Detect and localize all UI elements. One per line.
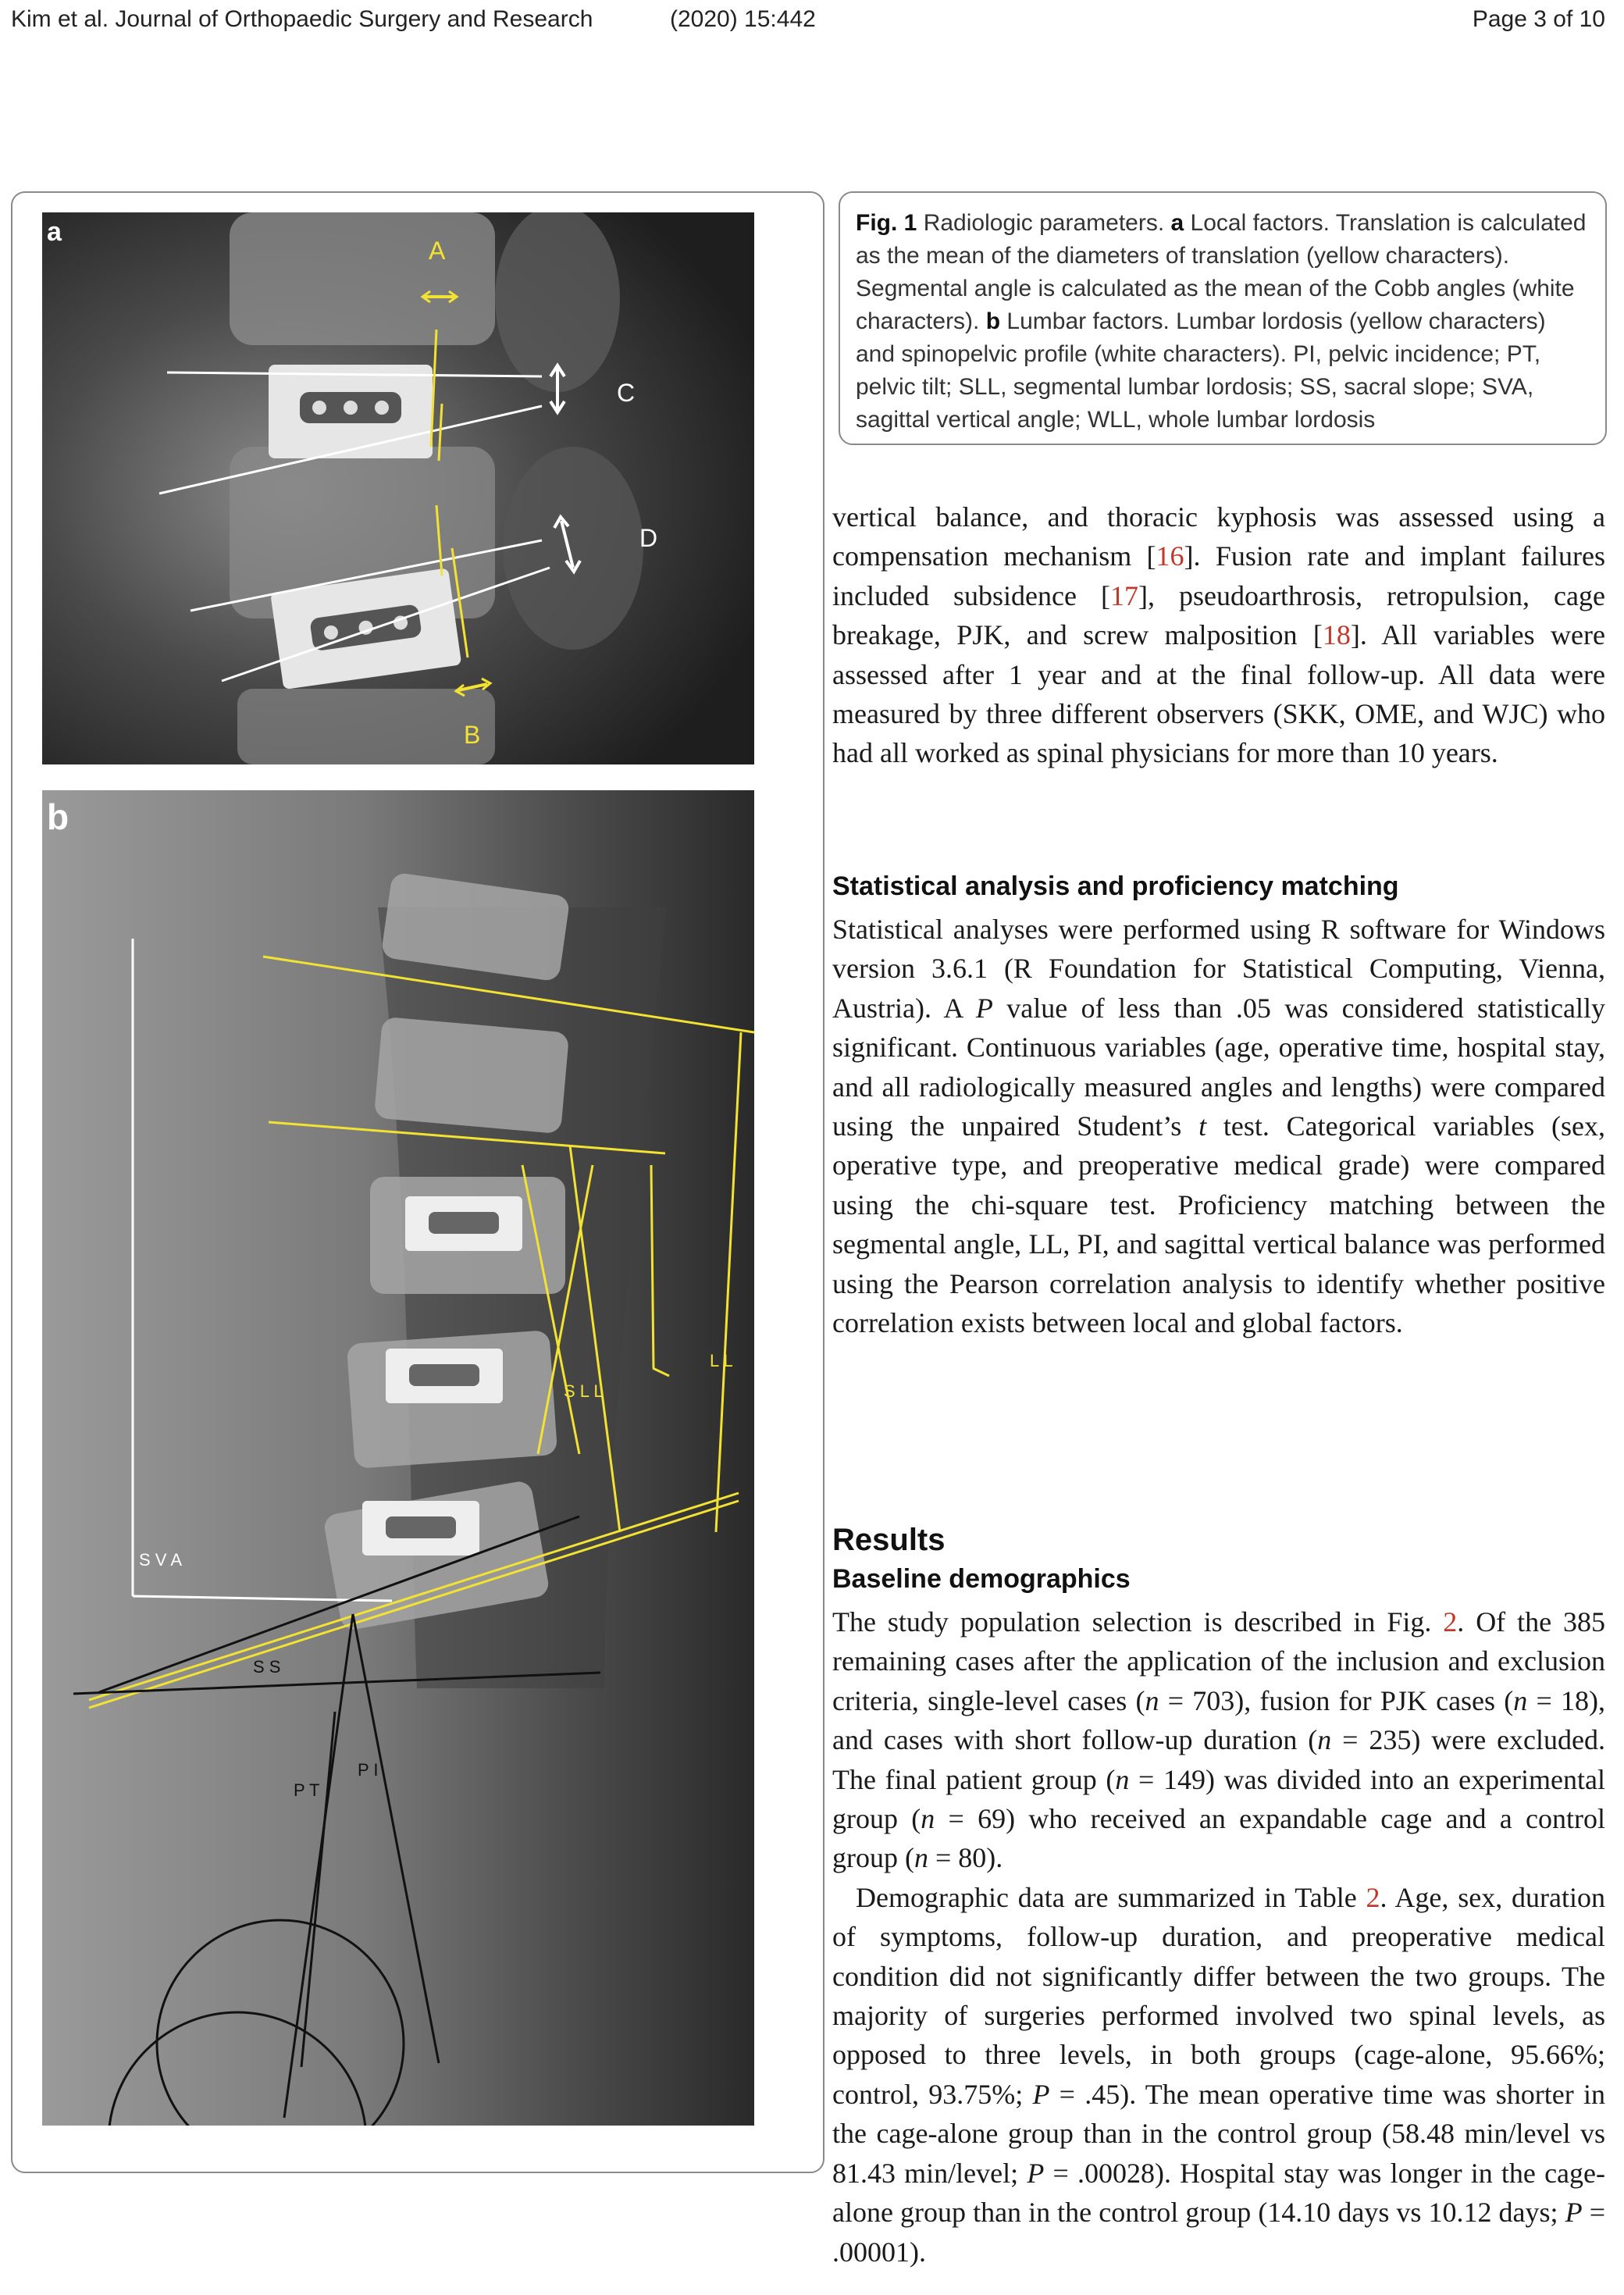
- caption-part-b-text: Lumbar factors. Lumbar lordosis (yellow characters) and spinopelvic profile (white characters). PI, pelvic incidence; PT, pelvic tilt; SLL, segmental lumbar lordosis; SS, sacral slope; SVA, sagittal vertical angle; WLL, whole lumbar lordosis: [856, 308, 1546, 433]
- section-heading-statistics: Statistical analysis and proficiency matching: [832, 871, 1399, 901]
- caption-part-b-label: b: [985, 308, 1001, 334]
- letter-d: D: [639, 524, 658, 552]
- table-link[interactable]: 2: [1366, 1881, 1380, 1913]
- body-paragraph-continued: vertical balance, and thoracic kyphosis was assessed using a compensation mechanism [16]. Fusion rate and implant failures included subsidence [17], pseudoarthrosis, retropulsion, cage breakage, PJK, and screw malposition [18]. All variables were assessed after 1 year and at the final follow-up. All data were measured by three different observers (SKK, OME, and WJC) who had all worked as spinal physicians for more than 10 years.: [832, 501, 1605, 769]
- caption-part-a-label: a: [1170, 210, 1184, 236]
- cage-implant-upper: [269, 365, 433, 458]
- results-paragraph: The study population selection is described in Fig. 2. Of the 385 remaining cases after the application of the inclusion and exclusion criteria, single-level cases (n = 703), fusion for PJK cases (n = 18), and cases with short follow-up duration (n = 235) were excluded. The final patient group (n = 149) was divided into an experimental group (n = 69) who received an expandable cage and a control group (n = 80). Demographic data are summarized in Table 2. Age, sex, duration of symptoms, follow-up duration, and preoperative medical condition did not significantly differ between the two groups. The majority of surgeries performed involved two spinal levels, as opposed to three levels, in both groups (cage-alone, 95.66%; control, 93.75%; P = .45). The mean operative time was shorter in the cage-alone group than in the control group (58.48 min/level vs 81.43 min/level; P = .00028). Hospital stay was longer in the cage-alone group than in the control group (14.10 days vs 10.12 days; P = .00001).: [832, 1606, 1606, 2268]
- statistics-paragraph: Statistical analyses were performed using R software for Windows version 3.6.1 (R Foundation for Statistical Computing, Vienna, Austria). A P value of less than .05 was considered statistically significant. Continuous variables (age, operative time, hospital stay, and all radiologically measured angles and lengths) were compared using the unpaired Student’s t test. Categorical variables (sex, operative type, and preoperative medical grade) were compared using the chi-square test. Proficiency matching between the segmental angle, LL, PI, and sagittal vertical balance was performed using the Pearson correlation analysis to identify whether positive correlation exists between local and global factors.: [832, 914, 1605, 1339]
- label-ss: S S: [253, 1657, 281, 1677]
- caption-intro: Radiologic parameters.: [923, 210, 1165, 236]
- label-ll: L L: [710, 1351, 733, 1370]
- letter-b: B: [464, 721, 481, 749]
- cage-implant: [362, 1501, 479, 1556]
- label-pi: P I: [358, 1760, 379, 1780]
- letter-c: C: [617, 379, 636, 407]
- xray-image-a: [42, 212, 754, 764]
- vertebra-shape: [237, 689, 495, 764]
- panel-label-a: a: [47, 217, 62, 247]
- label-pt: P T: [294, 1780, 320, 1800]
- label-sll: S L L: [564, 1381, 604, 1401]
- citation-link[interactable]: 17: [1110, 579, 1138, 611]
- figure-link[interactable]: 2: [1443, 1606, 1458, 1638]
- vertebra-shape: [374, 1017, 569, 1134]
- letter-a: A: [429, 237, 446, 265]
- page-number: Page 3 of 10: [1472, 6, 1605, 32]
- subsection-heading-demographics: Baseline demographics: [832, 1564, 1131, 1594]
- caption-part-a-text: Local factors. Translation is calculated as the mean of the diameters of translation (yellow characters). Segmental angle is calculated as the mean of the Cobb angles (white characters).: [856, 210, 1587, 334]
- label-sva: S V A: [139, 1550, 183, 1570]
- citation-link[interactable]: 16: [1156, 540, 1184, 572]
- cage-implant: [405, 1196, 522, 1251]
- cage-implant: [386, 1349, 503, 1403]
- vertebra-shape: [230, 212, 495, 345]
- section-heading-results: Results: [832, 1523, 946, 1557]
- figure-panel-a: [42, 212, 754, 764]
- figure-panel-b: [42, 790, 754, 2126]
- panel-label-b: b: [47, 796, 69, 837]
- citation-link[interactable]: 18: [1322, 619, 1351, 651]
- xray-image-b: [42, 790, 754, 2126]
- figure-label: Fig. 1: [856, 210, 917, 236]
- figure-caption: [839, 191, 1607, 445]
- running-header-year: (2020) 15:442: [670, 6, 816, 32]
- running-header-citation: Kim et al. Journal of Orthopaedic Surgery and Research: [11, 6, 593, 32]
